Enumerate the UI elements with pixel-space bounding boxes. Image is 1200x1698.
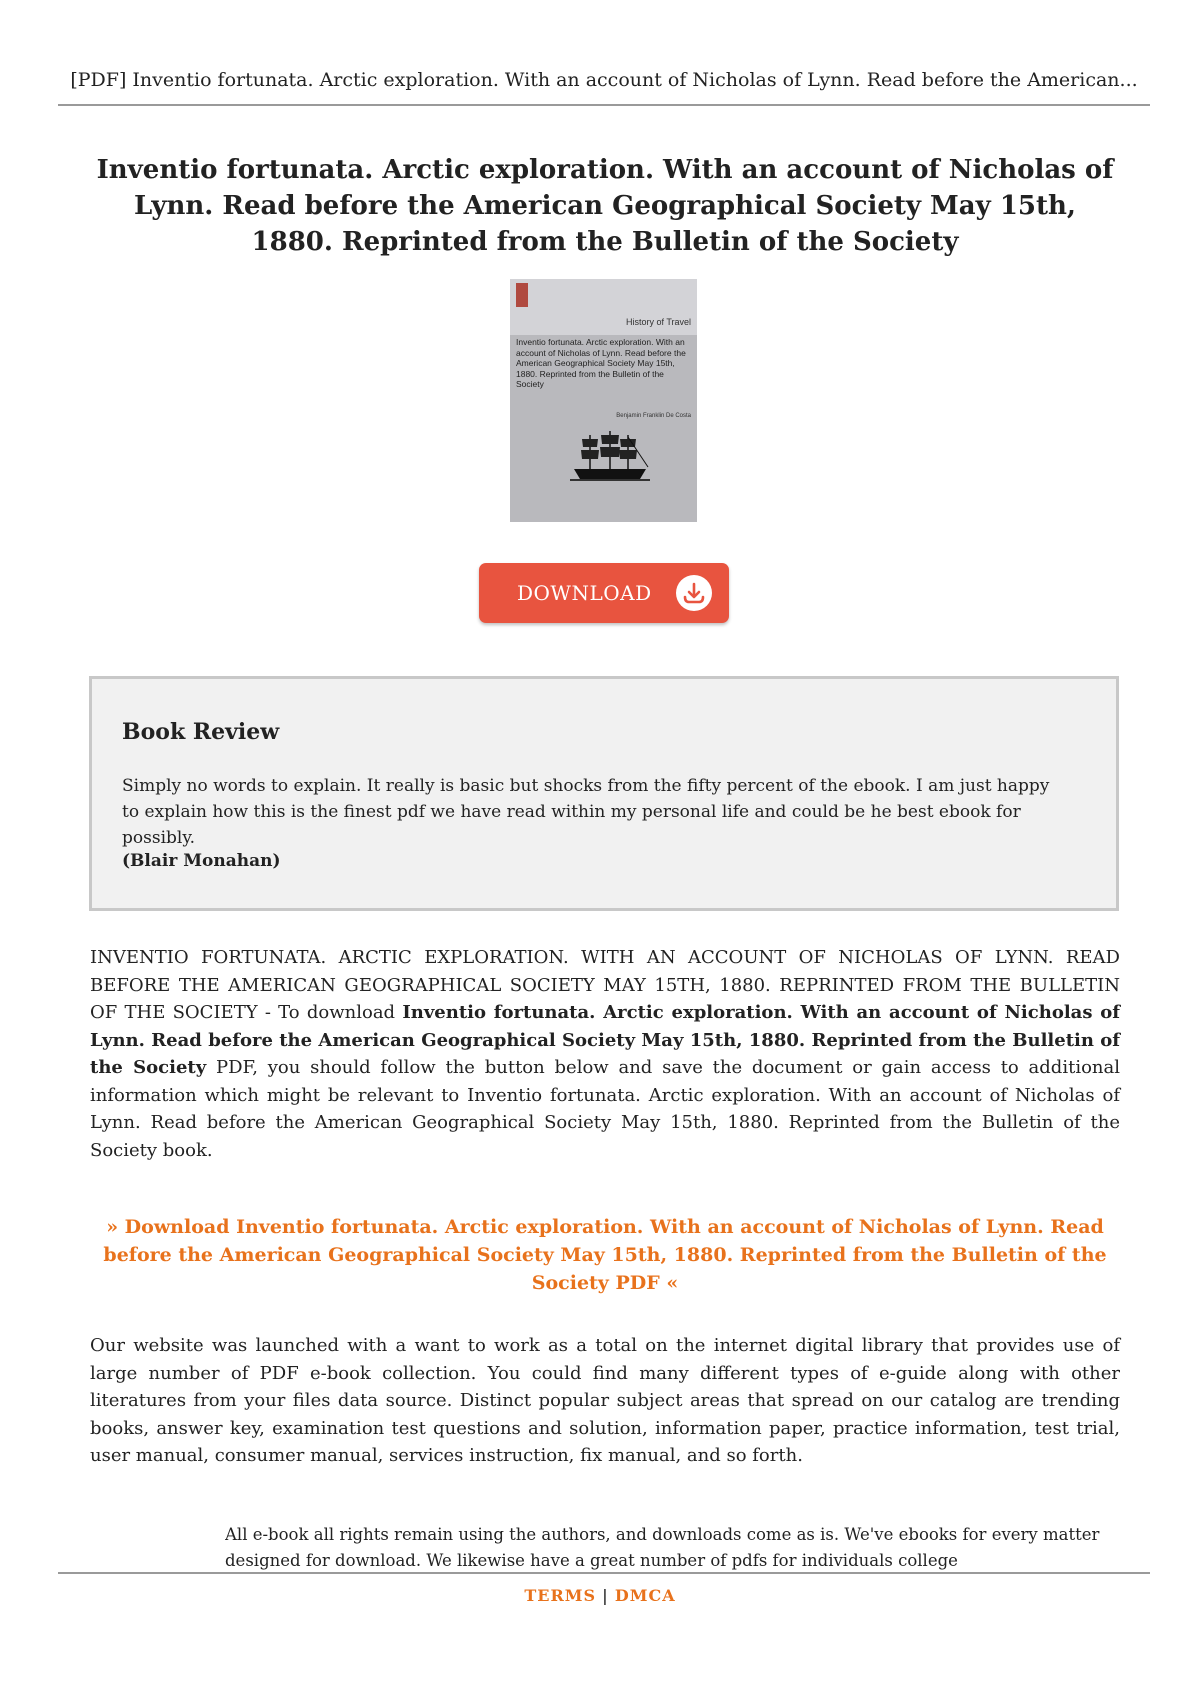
intro-paragraph xyxy=(90,944,1120,1164)
rights-paragraph: All e-book all rights remain using the authors, and downloads come as is. We've ebooks for every matter designed for download. We likewise have a great number of pdfs for individuals college xyxy=(225,1525,1100,1570)
download-button-label: DOWNLOAD xyxy=(517,581,652,605)
ship-icon xyxy=(570,429,650,487)
review-text: Simply no words to explain. It really is basic but shocks from the fifty percent of the ebook. I am just happy to explain how this is the finest pdf we have read within my personal life and could be he best ebook for possibly. xyxy=(122,776,1050,848)
intro-bold-title: Inventio fortunata. Arctic exploration. With an account of Nicholas of Lynn. Read before the American Geographical Society May 15th, 1880. Reprinted from the Bulletin of the Society xyxy=(90,1002,1120,1078)
dmca-link[interactable]: DMCA xyxy=(614,1586,676,1605)
page-header xyxy=(58,60,1150,106)
cover-red-tab xyxy=(516,283,528,307)
header-text: [PDF] Inventio fortunata. Arctic exploration. With an account of Nicholas of Lynn. Read before the American... xyxy=(70,69,1138,91)
footer-links xyxy=(0,1586,1200,1605)
cover-title: Inventio fortunata. Arctic exploration. With an account of Nicholas of Lynn. Read before the American Geographical Society May 15th, 1880. Reprinted from the Bulletin of the Society xyxy=(516,337,686,389)
review-author: (Blair Monahan) xyxy=(122,851,281,871)
book-title: Inventio fortunata. Arctic exploration. With an account of Nicholas of Lynn. Read before the American Geographical Society May 15th, 1880. Reprinted from the Bulletin of the Society xyxy=(96,155,1114,257)
intro-prefix: - To download xyxy=(257,1002,403,1023)
download-button[interactable] xyxy=(479,563,729,623)
review-heading: Book Review xyxy=(122,719,280,745)
download-pdf-link[interactable]: » Download Inventio fortunata. Arctic exploration. With an account of Nicholas of Lynn. Read before the American Geographical Society May 15th, 1880. Reprinted from the Bulletin of the Society PDF « xyxy=(103,1216,1107,1294)
review-box xyxy=(89,676,1119,911)
cover-author: Benjamin Franklin De Costa xyxy=(616,413,691,419)
book-cover xyxy=(510,279,697,522)
intro-suffix: PDF, you should follow the button below and save the document or gain access to additional information which might be relevant to Inventio fortunata. Arctic exploration. With an account of Nicholas of Lynn. Read before the American Geographical Society May 15th, 1880. Reprinted from the Bulletin of the Society book. xyxy=(90,1057,1120,1161)
footer-separator: | xyxy=(602,1586,609,1605)
download-icon xyxy=(676,575,712,611)
website-paragraph: Our website was launched with a want to work as a total on the internet digital library that provides use of large number of PDF e-book collection. You could find many different types of e-guide along with other literatures from your files data source. Distinct popular subject areas that spread on our catalog are trending books, answer key, examination test questions and solution, information paper, practice information, test trial, user manual, consumer manual, services instruction, fix manual, and so forth. xyxy=(90,1335,1120,1466)
intro-title-caps: INVENTIO FORTUNATA. ARCTIC EXPLORATION. WITH AN ACCOUNT OF NICHOLAS OF LYNN. READ BEFORE THE AMERICAN GEOGRAPHICAL SOCIETY MAY 15TH, 1880. REPRINTED FROM THE BULLETIN OF THE SOCIETY xyxy=(90,947,1120,1023)
cover-series-label: History of Travel xyxy=(625,317,691,327)
terms-link[interactable]: TERMS xyxy=(524,1586,597,1605)
footer-divider xyxy=(58,1572,1150,1574)
